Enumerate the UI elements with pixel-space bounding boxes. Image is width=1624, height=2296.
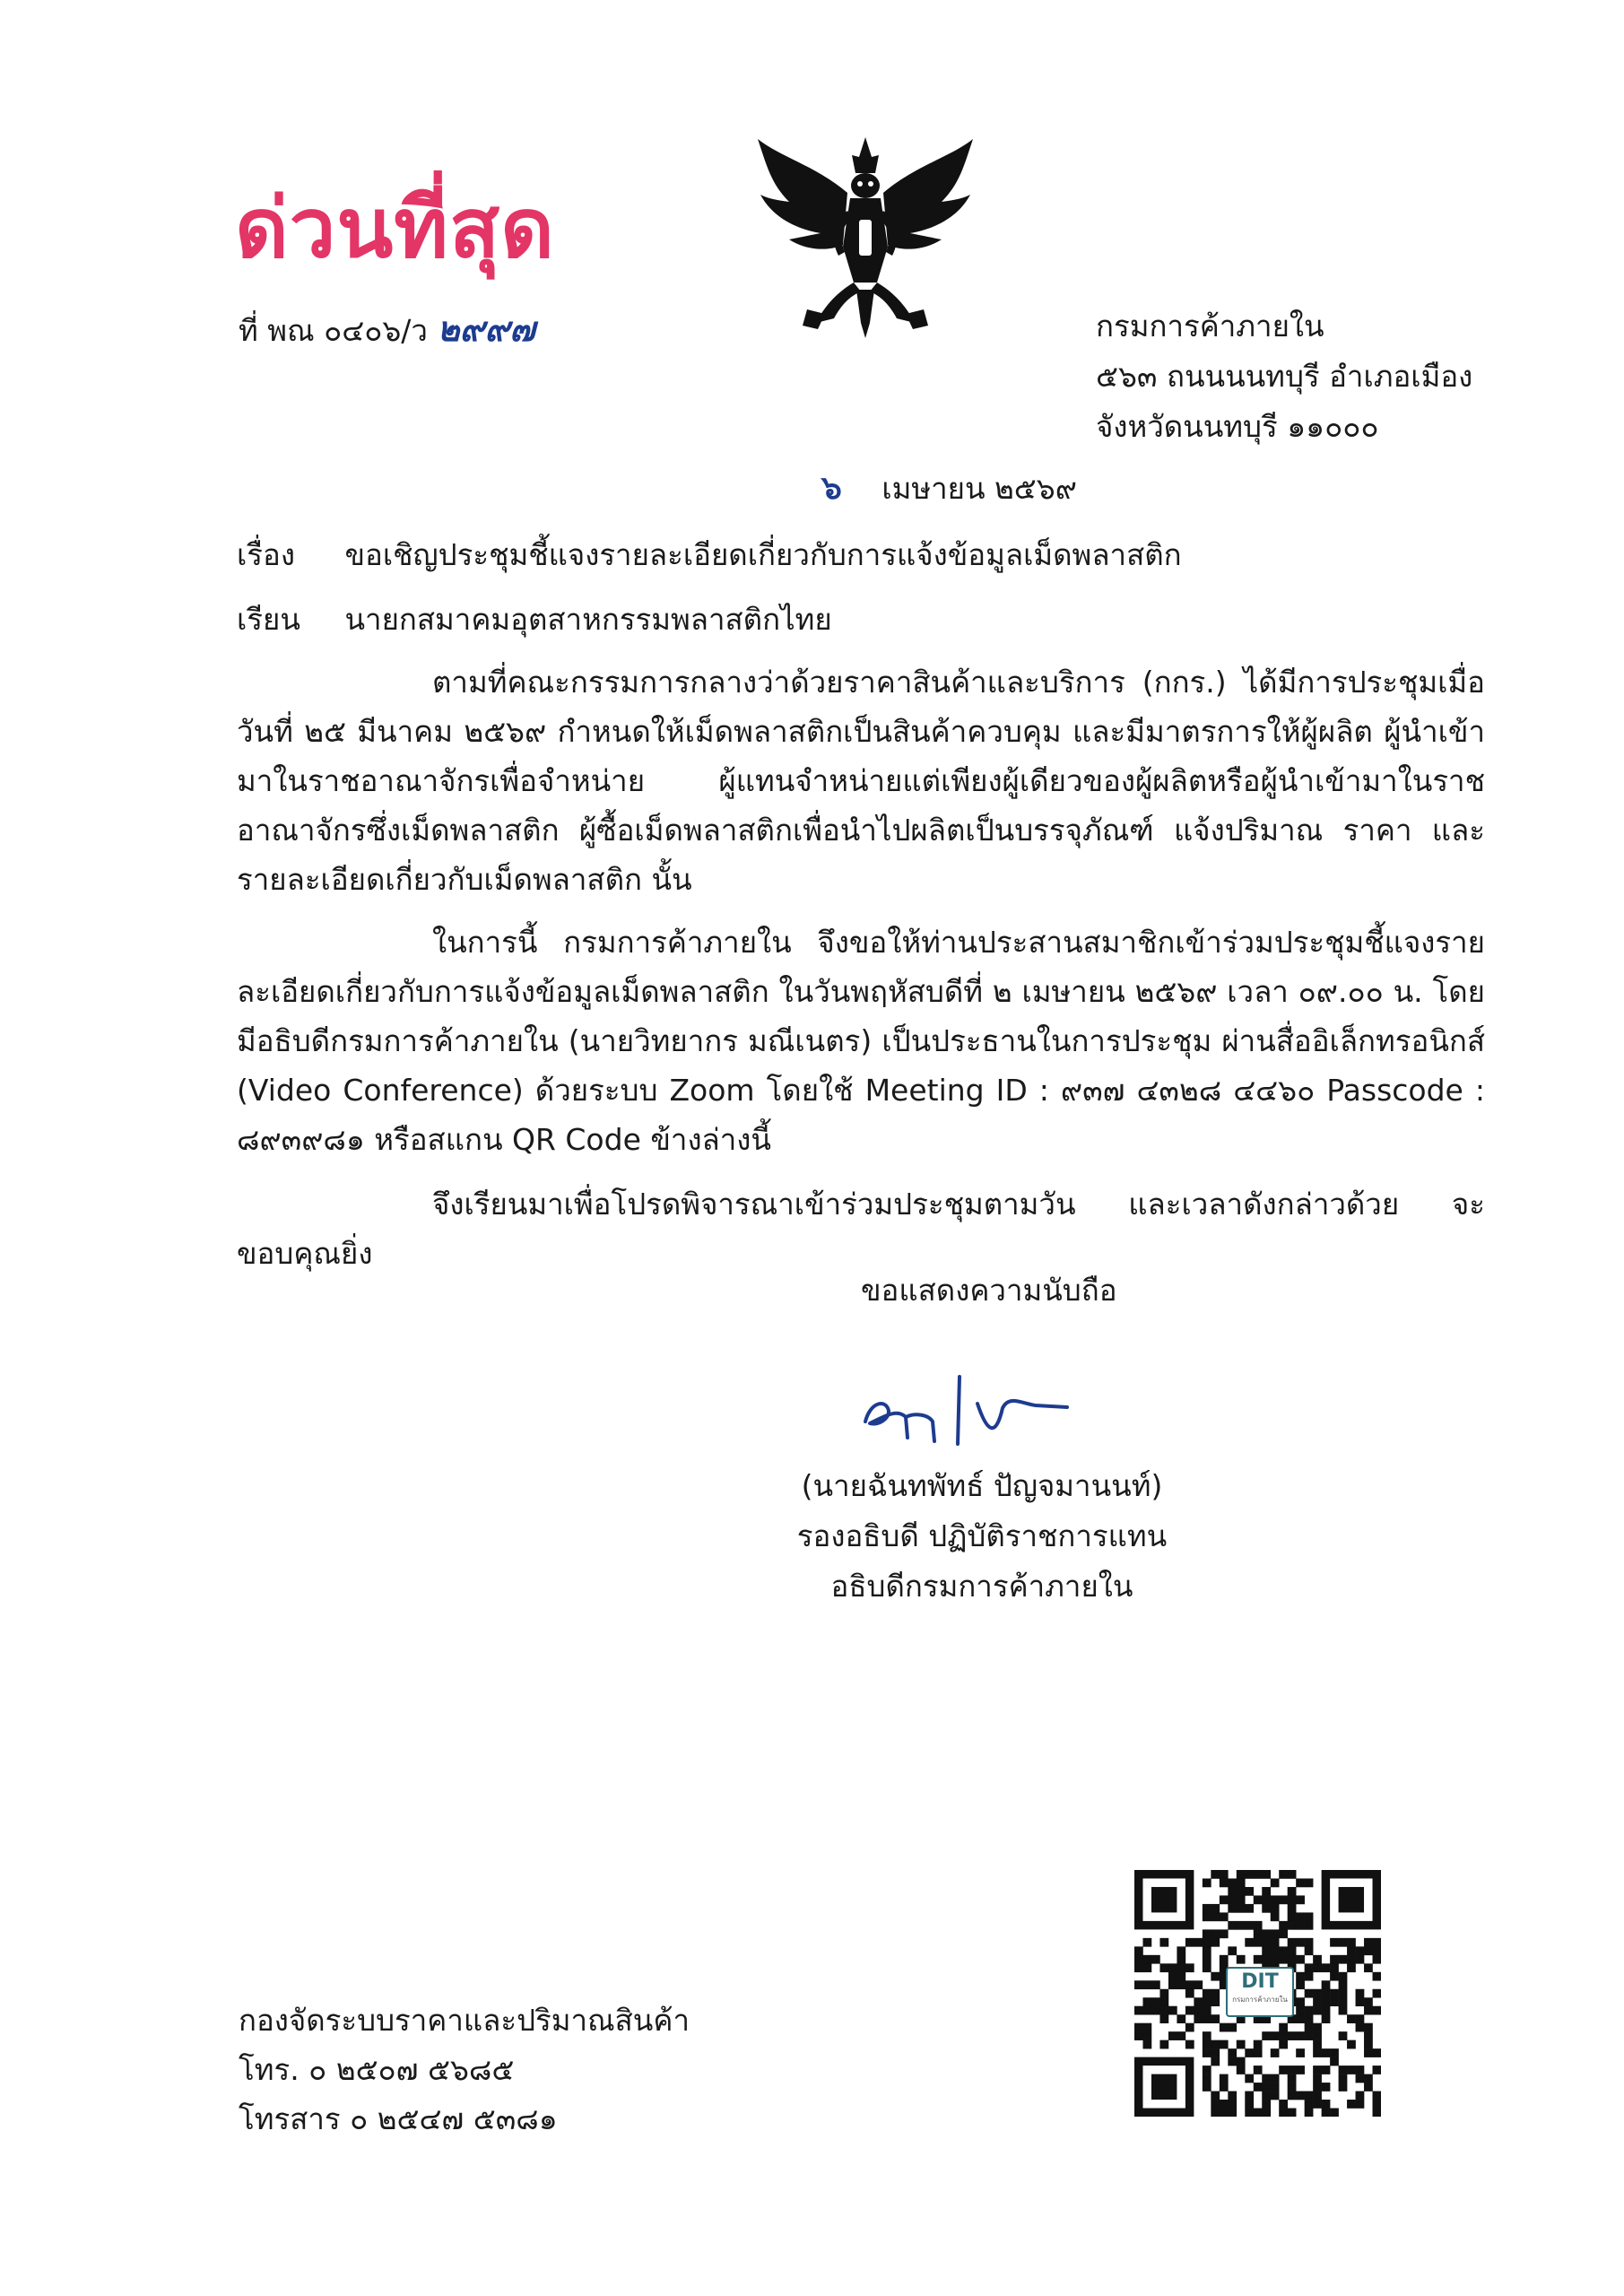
paragraph-1-text: ตามที่คณะกรรมการกลางว่าด้วยราคาสินค้าและบริการ (กกร.) ได้มีการประชุมเมื่อวันที่ ๒๕ มีนาคม ๒๕๖๙ กำหนดให้เม็ดพลาสติกเป็นสินค้าควบคุม และมีมาตรการให้ผู้ผลิต ผู้นำเข้ามาในราชอาณาจักรเพื่อจำหน่าย ผู้แทนจำหน่ายแต่เพียงผู้เดียวของผู้ผลิตหรือผู้นำเข้ามาในราชอาณาจักรซึ่งเม็ดพลาสติก ผู้ซื้อเม็ดพลาสติกเพื่อนำไปผลิตเป็นบรรจุภัณฑ์ แจ้งปริมาณ ราคา และรายละเอียดเกี่ยวกับเม็ดพลาสติก นั้น [237,665,1485,897]
meeting-qr-code[interactable] [1134,1870,1381,2117]
paragraph-3-text: จึงเรียนมาเพื่อโปรดพิจารณาเข้าร่วมประชุมตามวัน และเวลาดังกล่าวด้วย จะขอบคุณยิ่ง [237,1187,1485,1271]
reference-number [239,301,535,356]
subject-text: ขอเชิญประชุมชี้แจงรายละเอียดเกี่ยวกับการแจ้งข้อมูลเม็ดพลาสติก [344,537,1182,572]
sender-address-line-2: ๕๖๓ ถนนนนทบุรี อำเภอเมือง [1096,359,1473,394]
signer-name: (นายฉันทพัทธ์ ปัญจมานนท์) [801,1468,1163,1503]
closing-salutation: ขอแสดงความนับถือ [861,1273,1117,1308]
addressee-text: นายกสมาคมอุตสาหกรรมพลาสติกไทย [344,602,832,637]
addressee-row [237,596,832,643]
paragraph-2-text: ในการนี้ กรมการค้าภายใน จึงขอให้ท่านประสานสมาชิกเข้าร่วมประชุมชี้แจงรายละเอียดเกี่ยวกับการแจ้งข้อมูลเม็ดพลาสติก ในวันพฤหัสบดีที่ ๒ เมษายน ๒๕๖๙ เวลา ๐๙.๐๐ น. โดยมีอธิบดีกรมการค้าภายใน (นายวิทยากร มณีเนตร) เป็นประธานในการประชุม ผ่านสื่ออิเล็กทรอนิกส์ (Video Conference) ด้วยระบบ Zoom โดยใช้ Meeting ID : ๙๓๗ ๔๓๒๘ ๔๔๖๐ Passcode : ๘๙๓๙๘๑ หรือสแกน QR Code ข้างล่างนี้ [237,925,1485,1157]
body-paragraph-3 [237,1179,1485,1278]
urgency-stamp: ด่วนที่สุด [235,180,555,276]
body-paragraph-1 [237,657,1485,904]
dit-logo-subtext: กรมการค้าภายใน [1232,1996,1288,2004]
body-paragraph-2 [237,918,1485,1164]
sender-address-line-1: กรมการค้าภายใน [1096,309,1324,344]
dit-logo [1226,1967,1294,2017]
footer-phone: โทร. ๐ ๒๕๐๗ ๕๖๘๕ [239,2052,515,2087]
date-month-year: เมษายน ๒๕๖๙ [881,471,1077,506]
signer-title-2: อธิบดีกรมการค้าภายใน [830,1569,1133,1604]
document-date [821,462,1077,513]
footer-contact [239,1996,690,2144]
footer-division: กองจัดระบบราคาและปริมาณสินค้า [239,2003,690,2038]
dit-logo-text: DIT [1241,1970,1279,1993]
date-day: ๖ [821,470,842,507]
addressee-label: เรียน [237,602,300,637]
reference-stamp-number: ๒๙๙๗ [437,309,535,349]
reference-prefix: ที่ พณ ๐๔๐๖/ว [239,313,428,348]
sender-address [1096,301,1472,452]
subject-label: เรื่อง [237,537,295,572]
garuda-emblem-icon [753,130,977,345]
handwritten-signature [852,1368,1076,1453]
footer-fax: โทรสาร ๐ ๒๕๔๗ ๕๓๘๑ [239,2101,558,2136]
subject-row [237,531,1182,578]
sender-address-line-3: จังหวัดนนทบุรี ๑๑๐๐๐ [1096,409,1379,444]
signer-title-1: รองอธิบดี ปฏิบัติราชการแทน [796,1518,1168,1553]
